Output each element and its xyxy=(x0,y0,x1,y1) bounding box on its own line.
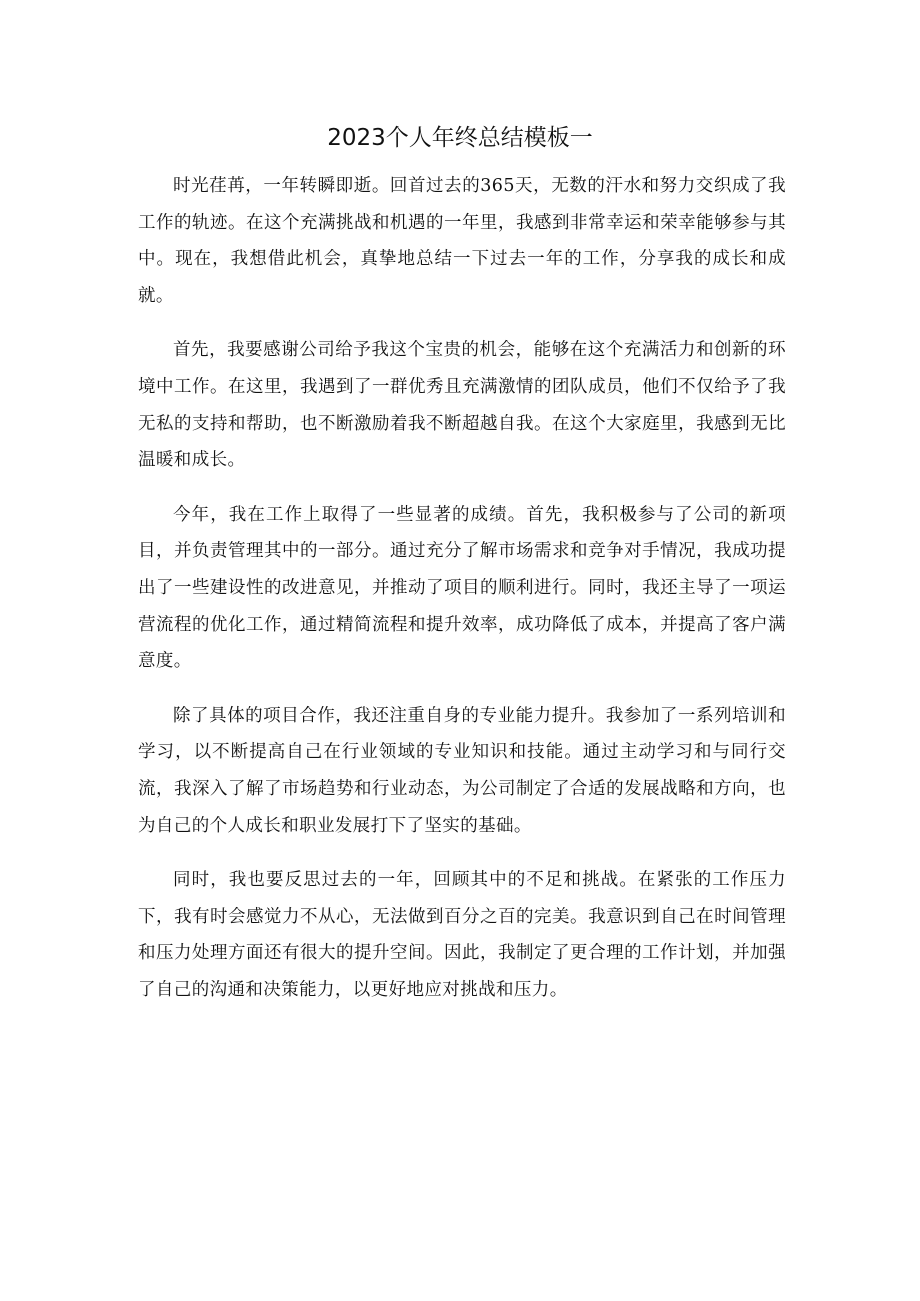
document-title: 2023个人年终总结模板一 xyxy=(327,125,593,151)
document-body xyxy=(138,168,786,1026)
paragraph-2: 首先，我要感谢公司给予我这个宝贵的机会，能够在这个充满活力和创新的环境中工作。在这里，我遇到了一群优秀且充满激情的团队成员，他们不仅给予了我无私的支持和帮助，也不断激励着我不断超越自我。在这个大家庭里，我感到无比温暖和成长。 xyxy=(138,340,786,471)
paragraph-3: 今年，我在工作上取得了一些显著的成绩。首先，我积极参与了公司的新项目，并负责管理其中的一部分。通过充分了解市场需求和竞争对手情况，我成功提出了一些建设性的改进意见，并推动了项目的顺利进行。同时，我还主导了一项运营流程的优化工作，通过精简流程和提升效率，成功降低了成本，并提高了客户满意度。 xyxy=(138,504,786,672)
paragraph-5: 同时，我也要反思过去的一年，回顾其中的不足和挑战。在紧张的工作压力下，我有时会感觉力不从心，无法做到百分之百的完美。我意识到自己在时间管理和压力处理方面还有很大的提升空间。因此，我制定了更合理的工作计划，并加强了自己的沟通和决策能力，以更好地应对挑战和压力。 xyxy=(138,870,786,1000)
paragraph-4: 除了具体的项目合作，我还注重自身的专业能力提升。我参加了一系列培训和学习，以不断提高自己在行业领域的专业知识和技能。通过主动学习和与同行交流，我深入了解了市场趋势和行业动态，为公司制定了合适的发展战略和方向，也为自己的个人成长和职业发展打下了坚实的基础。 xyxy=(138,705,786,836)
paragraph-1: 时光荏苒，一年转瞬即逝。回首过去的365天，无数的汗水和努力交织成了我工作的轨迹。在这个充满挑战和机遇的一年里，我感到非常幸运和荣幸能够参与其中。现在，我想借此机会，真挚地总结一下过去一年的工作，分享我的成长和成就。 xyxy=(138,176,786,306)
